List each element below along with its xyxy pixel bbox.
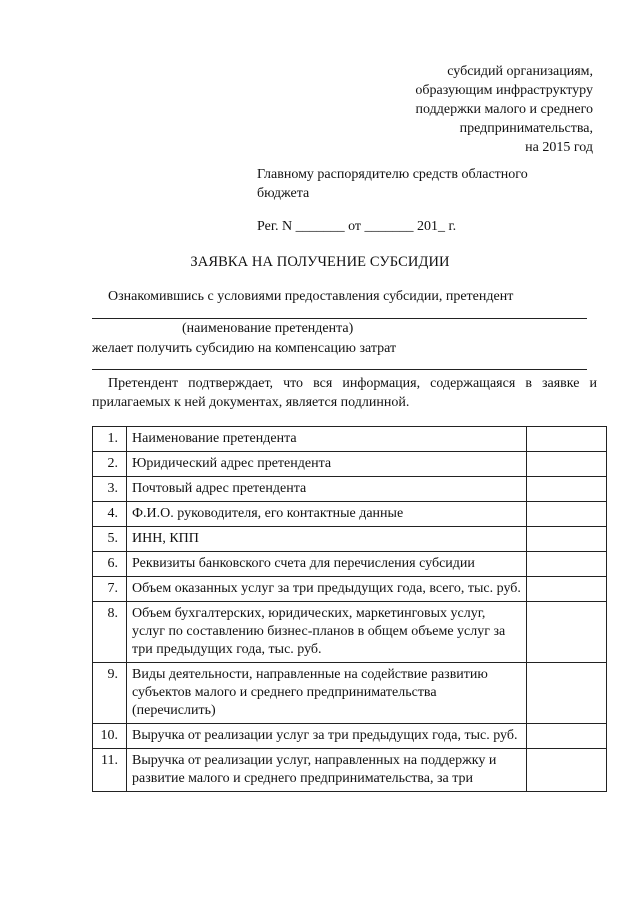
row-number: 3. — [93, 477, 127, 502]
name-hint: (наименование претендента) — [182, 321, 354, 336]
fill-in-line — [92, 318, 587, 319]
table-row — [93, 577, 607, 602]
row-label: ИНН, КПП — [127, 527, 527, 552]
header-line: на 2015 год — [525, 140, 593, 155]
table-row — [93, 724, 607, 749]
fill-in-line — [92, 369, 587, 370]
row-label: Выручка от реализации услуг за три предыдущих года, тыс. руб. — [127, 724, 527, 749]
row-label: Почтовый адрес претендента — [127, 477, 527, 502]
table-row — [93, 602, 607, 663]
table-row — [93, 527, 607, 552]
row-number: 9. — [93, 663, 127, 724]
row-label: Юридический адрес претендента — [127, 452, 527, 477]
row-number: 8. — [93, 602, 127, 663]
table-row — [93, 452, 607, 477]
row-number: 5. — [93, 527, 127, 552]
addressee: Главному распорядителю средств областного бюджета — [257, 167, 528, 201]
row-number: 11. — [93, 749, 127, 792]
wants-text: желает получить субсидию на компенсацию затрат — [92, 341, 397, 356]
row-value-cell[interactable] — [527, 663, 607, 724]
row-label: Выручка от реализации услуг, направленных на поддержку и развитие малого и среднего предпринимательства, за три — [127, 749, 527, 792]
row-label: Реквизиты банковского счета для перечисления субсидии — [127, 552, 527, 577]
table-row — [93, 552, 607, 577]
row-value-cell[interactable] — [527, 749, 607, 792]
table-row — [93, 477, 607, 502]
registration-line: Рег. N _______ от _______ 201_ г. — [257, 219, 457, 234]
table-body — [93, 427, 607, 792]
table-row — [93, 663, 607, 724]
row-label: Объем оказанных услуг за три предыдущих года, всего, тыс. руб. — [127, 577, 527, 602]
row-label: Виды деятельности, направленные на содействие развитию субъектов малого и среднего предпринимательства (перечислить) — [127, 663, 527, 724]
header-block — [415, 62, 593, 157]
row-number: 1. — [93, 427, 127, 452]
table-row — [93, 502, 607, 527]
document-title: ЗАЯВКА НА ПОЛУЧЕНИЕ СУБСИДИИ — [190, 254, 450, 270]
row-number: 4. — [93, 502, 127, 527]
table-row — [93, 427, 607, 452]
row-value-cell[interactable] — [527, 724, 607, 749]
header-line: поддержки малого и среднего — [415, 102, 593, 117]
header-line: предпринимательства, — [459, 121, 593, 136]
row-label: Объем бухгалтерских, юридических, маркетинговых услуг, услуг по составлению бизнес-планов в общем объеме услуг за три предыдущих года, тыс. руб. — [127, 602, 527, 663]
row-value-cell[interactable] — [527, 502, 607, 527]
row-number: 6. — [93, 552, 127, 577]
row-value-cell[interactable] — [527, 477, 607, 502]
row-number: 2. — [93, 452, 127, 477]
header-line: образующим инфраструктуру — [415, 83, 593, 98]
row-value-cell[interactable] — [527, 602, 607, 663]
row-value-cell[interactable] — [527, 577, 607, 602]
confirm-text: Претендент подтверждает, что вся информация, содержащаяся в заявке и прилагаемых к ней документах, является подлинной. — [92, 376, 597, 410]
header-line: субсидий организациям, — [447, 64, 593, 79]
row-label: Наименование претендента — [127, 427, 527, 452]
row-value-cell[interactable] — [527, 427, 607, 452]
row-number: 10. — [93, 724, 127, 749]
application-table — [92, 426, 607, 792]
row-value-cell[interactable] — [527, 452, 607, 477]
row-value-cell[interactable] — [527, 552, 607, 577]
row-value-cell[interactable] — [527, 527, 607, 552]
row-number: 7. — [93, 577, 127, 602]
intro-text: Ознакомившись с условиями предоставления субсидии, претендент — [108, 289, 514, 304]
table-row — [93, 749, 607, 792]
row-label: Ф.И.О. руководителя, его контактные данные — [127, 502, 527, 527]
